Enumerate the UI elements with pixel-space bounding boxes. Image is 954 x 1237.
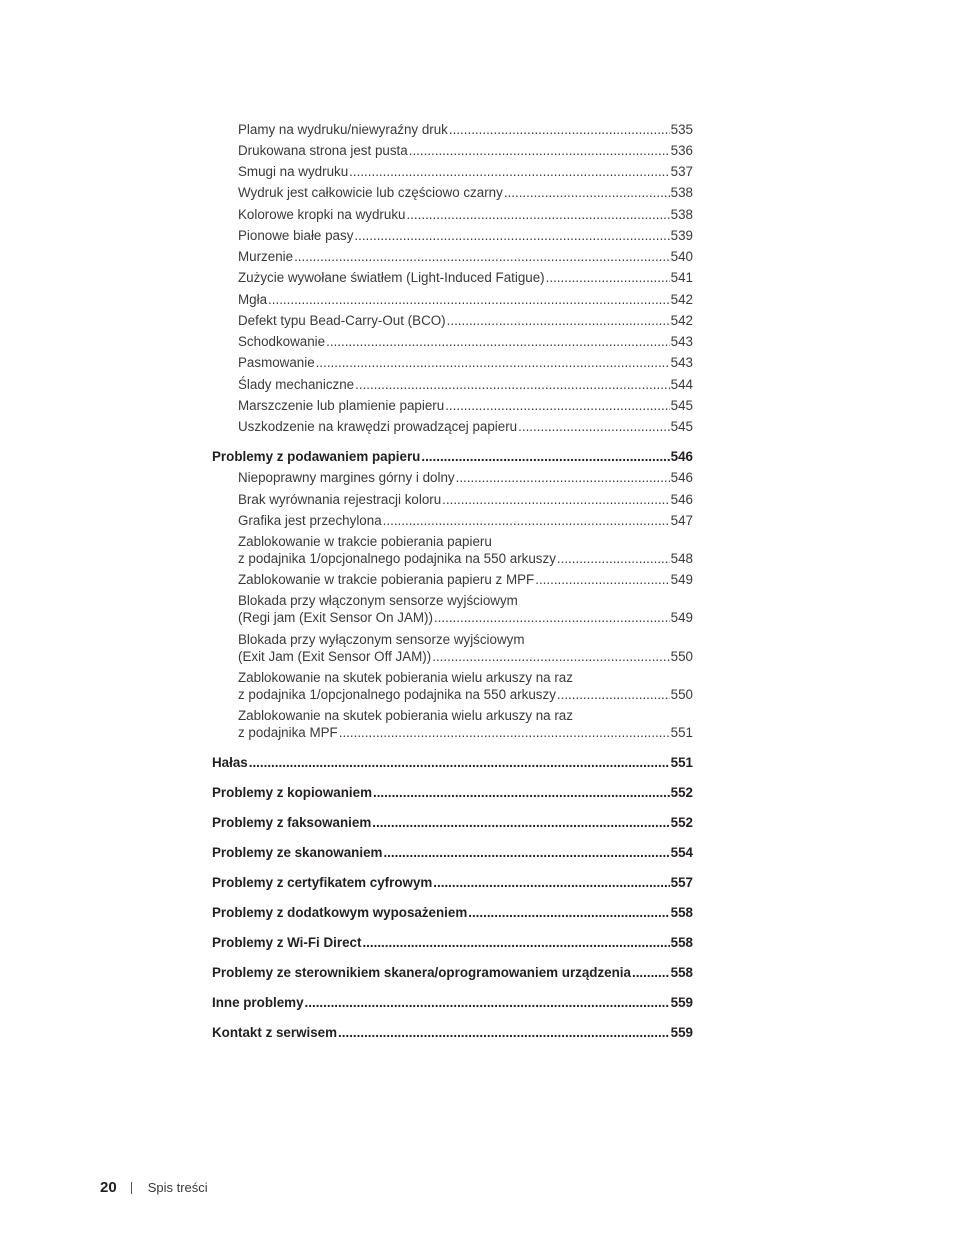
toc-entry-page: 538	[670, 207, 693, 222]
dot-leader	[249, 754, 670, 771]
toc-entry-page: 539	[670, 228, 693, 243]
dot-leader	[546, 269, 670, 286]
toc-entry-page: 544	[670, 377, 693, 392]
toc-entry-title: Problemy ze skanowaniem	[212, 845, 383, 860]
toc-entry-page: 545	[670, 419, 693, 434]
toc-subsection-entry[interactable]	[238, 707, 693, 741]
toc-entry-page: 558	[670, 935, 693, 950]
dot-leader	[383, 844, 669, 861]
page-number: 20	[100, 1179, 117, 1196]
toc-subsection-entry[interactable]	[238, 312, 693, 329]
toc-subsection-entry[interactable]	[238, 269, 693, 286]
toc-entry-title: Grafika jest przechylona	[238, 513, 382, 528]
toc-entry-title: Blokada przy wyłączonym sensorze wyjściowym	[238, 632, 525, 647]
dot-leader	[468, 904, 669, 921]
toc-entry-page: 558	[670, 965, 693, 980]
toc-entry-page: 540	[670, 249, 693, 264]
toc-section-entry[interactable]	[212, 448, 693, 465]
dot-leader	[316, 354, 670, 371]
toc-entry-page: 548	[670, 551, 693, 566]
dot-leader	[632, 964, 670, 981]
toc-subsection-entry[interactable]	[238, 184, 693, 201]
toc-section-entry[interactable]	[212, 754, 693, 771]
dot-leader	[409, 142, 670, 159]
toc-entry-title: Zablokowanie na skutek pobierania wielu arkuszy na raz	[238, 708, 573, 723]
toc-entry-title: Murzenie	[238, 249, 294, 264]
dot-leader	[456, 469, 670, 486]
toc-section-entry[interactable]	[212, 874, 693, 891]
toc-entry-title: Ślady mechaniczne	[238, 377, 355, 392]
dot-leader	[383, 512, 670, 529]
footer-divider	[131, 1182, 132, 1194]
dot-leader	[294, 248, 670, 265]
toc-entry-title: Brak wyrównania rejestracji koloru	[238, 492, 442, 507]
toc-entry-title: Zużycie wywołane światłem (Light-Induced Fatigue)	[238, 270, 545, 285]
toc-subsection-entry[interactable]	[238, 227, 693, 244]
dot-leader	[355, 376, 670, 393]
dot-leader	[433, 874, 669, 891]
toc-entry-page: 550	[670, 649, 693, 664]
toc-entry-page: 559	[670, 1025, 693, 1040]
toc-subsection-entry[interactable]	[238, 418, 693, 435]
toc-entry-page: 546	[670, 470, 693, 485]
toc-entry-page: 551	[670, 755, 693, 770]
dot-leader	[432, 648, 669, 665]
toc-entry-page: 542	[670, 313, 693, 328]
toc-entry-title-cont: (Regi jam (Exit Sensor On JAM))	[238, 610, 433, 625]
toc-subsection-entry[interactable]	[238, 163, 693, 180]
toc-entry-title: Drukowana strona jest pusta	[238, 143, 408, 158]
dot-leader	[421, 448, 669, 465]
toc-entry-title-line2	[238, 609, 693, 626]
toc-subsection-entry[interactable]	[238, 121, 693, 138]
toc-entry-title-line2	[238, 724, 693, 741]
dot-leader	[305, 994, 670, 1011]
dot-leader	[326, 333, 670, 350]
toc-entry-title: Plamy na wydruku/niewyraźny druk	[238, 122, 448, 137]
dot-leader	[535, 571, 669, 588]
toc-entry-page: 546	[670, 449, 693, 464]
toc-entry-title: Niepoprawny margines górny i dolny	[238, 470, 455, 485]
dot-leader	[338, 1024, 670, 1041]
toc-entry-title: Kontakt z serwisem	[212, 1025, 338, 1040]
toc-entry-title: Problemy z dodatkowym wyposażeniem	[212, 905, 468, 920]
toc-subsection-entry[interactable]	[238, 354, 693, 371]
toc-entry-page: 549	[670, 572, 693, 587]
toc-entry-page: 550	[670, 687, 693, 702]
toc-entry-title: Smugi na wydruku	[238, 164, 349, 179]
dot-leader	[268, 291, 670, 308]
toc-entry-title: Problemy z certyfikatem cyfrowym	[212, 875, 433, 890]
toc-entry-title: Problemy z kopiowaniem	[212, 785, 372, 800]
toc-section-entry[interactable]	[212, 784, 693, 801]
dot-leader	[372, 814, 669, 831]
toc-subsection-entry[interactable]	[238, 491, 693, 508]
toc-entry-title-line2	[238, 550, 693, 567]
toc-subsection-entry[interactable]	[238, 512, 693, 529]
toc-subsection-entry[interactable]	[238, 469, 693, 486]
dot-leader	[339, 724, 670, 741]
dot-leader	[449, 121, 670, 138]
toc-entry-page: 546	[670, 492, 693, 507]
toc-entry-page: 536	[670, 143, 693, 158]
toc-entry-title: Pasmowanie	[238, 355, 315, 370]
page-footer	[100, 1179, 208, 1196]
toc-entry-page: 559	[670, 995, 693, 1010]
toc-subsection-entry[interactable]	[238, 669, 693, 703]
toc-entry-page: 558	[670, 905, 693, 920]
toc-entry-page: 538	[670, 185, 693, 200]
toc-entry-page: 535	[670, 122, 693, 137]
toc-entry-title-line2	[238, 686, 693, 703]
toc-subsection-entry[interactable]	[238, 533, 693, 567]
toc-subsection-entry[interactable]	[238, 291, 693, 308]
toc-entry-page: 542	[670, 292, 693, 307]
dot-leader	[362, 934, 669, 951]
toc-entry-title: Uszkodzenie na krawędzi prowadzącej papieru	[238, 419, 518, 434]
toc-entry-title: Problemy ze sterownikiem skanera/oprogramowaniem urządzenia	[212, 965, 631, 980]
toc-entry-page: 543	[670, 355, 693, 370]
toc-entry-title: Kolorowe kropki na wydruku	[238, 207, 406, 222]
toc-subsection-entry[interactable]	[238, 397, 693, 414]
toc-entry-title: Zablokowanie na skutek pobierania wielu arkuszy na raz	[238, 670, 573, 685]
toc-entry-title: Pionowe białe pasy	[238, 228, 354, 243]
toc-entry-page: 551	[670, 725, 693, 740]
toc-entry-title: Wydruk jest całkowicie lub częściowo czarny	[238, 185, 503, 200]
toc-section-entry[interactable]	[212, 994, 693, 1011]
toc-entry-page: 552	[670, 815, 693, 830]
toc-entry-title: Zablokowanie w trakcie pobierania papieru z MPF	[238, 572, 535, 587]
toc-section-entry[interactable]	[212, 904, 693, 921]
toc-subsection-entry[interactable]	[238, 142, 693, 159]
toc-subsection-entry[interactable]	[238, 333, 693, 350]
dot-leader	[557, 550, 670, 567]
toc-entry-title-cont: z podajnika MPF	[238, 725, 338, 740]
toc-section-entry[interactable]	[212, 934, 693, 951]
toc-entry-page: 549	[670, 610, 693, 625]
toc-entry-title: Problemy z faksowaniem	[212, 815, 372, 830]
dot-leader	[504, 184, 670, 201]
toc-entry-title: Blokada przy włączonym sensorze wyjściowym	[238, 593, 518, 608]
toc-entry-page: 543	[670, 334, 693, 349]
toc-entry-page: 547	[670, 513, 693, 528]
toc-section-entry[interactable]	[212, 814, 693, 831]
dot-leader	[349, 163, 670, 180]
toc-subsection-entry[interactable]	[238, 206, 693, 223]
toc-entry-title-cont: z podajnika 1/opcjonalnego podajnika na 550 arkuszy	[238, 687, 556, 702]
toc-entry-title-line2	[238, 648, 693, 665]
dot-leader	[518, 418, 670, 435]
toc-section-entry[interactable]	[212, 844, 693, 861]
toc-subsection-entry[interactable]	[238, 376, 693, 393]
toc-entry-page: 557	[670, 875, 693, 890]
toc-entry-title: Problemy z podawaniem papieru	[212, 449, 421, 464]
toc-entry-title: Inne problemy	[212, 995, 304, 1010]
toc-entry-title: Problemy z Wi-Fi Direct	[212, 935, 362, 950]
toc-subsection-entry[interactable]	[238, 631, 693, 665]
toc-entry-title-cont: (Exit Jam (Exit Sensor Off JAM))	[238, 649, 432, 664]
toc-subsection-entry[interactable]	[238, 248, 693, 265]
toc-entry-title: Schodkowanie	[238, 334, 326, 349]
toc-section-entry[interactable]	[212, 964, 693, 981]
toc-entry-title: Zablokowanie w trakcie pobierania papieru	[238, 534, 492, 549]
dot-leader	[373, 784, 670, 801]
dot-leader	[442, 491, 669, 508]
toc-section-entry[interactable]	[212, 1024, 693, 1041]
dot-leader	[406, 206, 669, 223]
dot-leader	[447, 312, 670, 329]
toc-entry-page: 552	[670, 785, 693, 800]
toc-subsection-entry[interactable]	[238, 592, 693, 626]
toc-entry-title: Mgła	[238, 292, 268, 307]
toc-subsection-entry[interactable]	[238, 571, 693, 588]
dot-leader	[445, 397, 669, 414]
toc-entry-title: Defekt typu Bead-Carry-Out (BCO)	[238, 313, 446, 328]
toc-entry-title: Hałas	[212, 755, 248, 770]
dot-leader	[354, 227, 669, 244]
toc-entry-title: Marszczenie lub plamienie papieru	[238, 398, 445, 413]
toc-entry-page: 541	[670, 270, 693, 285]
dot-leader	[557, 686, 670, 703]
footer-section-title: Spis treści	[147, 1180, 208, 1195]
toc-entry-page: 537	[670, 164, 693, 179]
dot-leader	[434, 609, 670, 626]
toc-entry-page: 554	[670, 845, 693, 860]
toc-entry-title-cont: z podajnika 1/opcjonalnego podajnika na 550 arkuszy	[238, 551, 556, 566]
toc-entry-page: 545	[670, 398, 693, 413]
